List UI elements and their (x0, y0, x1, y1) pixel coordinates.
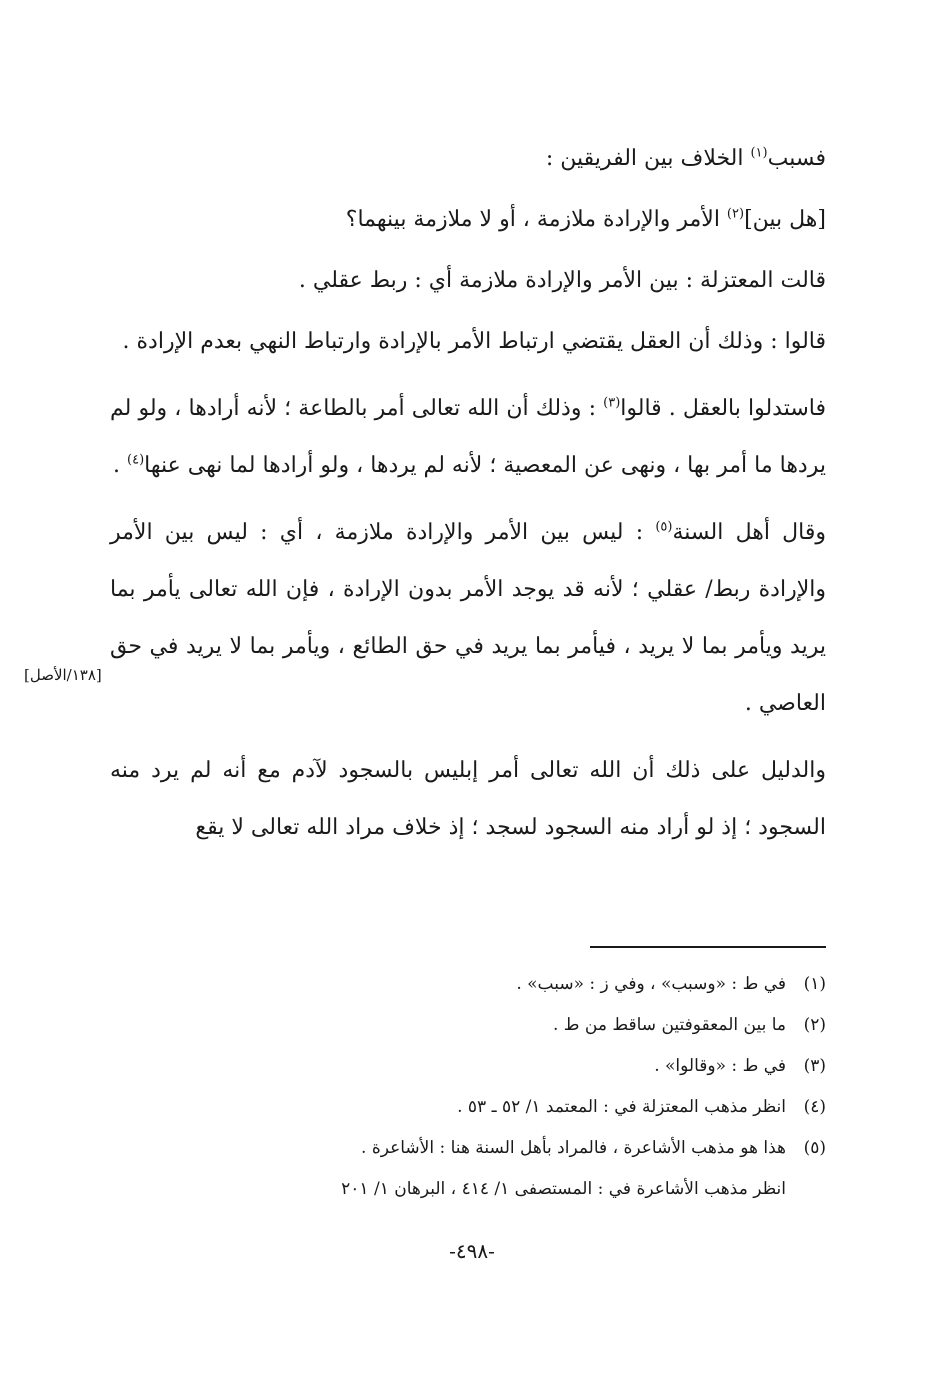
footnote-text: في ط : «وسبب» ، وفي ز : «سبب» . (516, 974, 786, 994)
footnote-item (260, 964, 826, 1005)
text-run: . (113, 453, 128, 478)
paragraph-reason (110, 313, 826, 370)
paragraph-argument (110, 380, 826, 494)
text-run: [هل بين] (744, 207, 826, 232)
paragraph-question (110, 191, 826, 248)
footnote-number: (١) (803, 974, 826, 994)
text-run: قالوا : وذلك أن العقل يقتضي ارتباط الأمر بالإرادة وارتباط النهي بعدم الإرادة . (122, 329, 826, 354)
text-run: والدليل على ذلك أن الله تعالى أمر إبليس بالسجود لآدم مع أنه لم يرد منه السجود ؛ إذ لو أراد منه السجود لسجد ؛ إذ خلاف مراد الله تعالى لا يقع (110, 758, 826, 840)
footnote-continuation: انظر مذهب الأشاعرة في : المستصفى ١/ ٤١٤ ، البرهان ١/ ٢٠١ (341, 1179, 786, 1199)
footnote-marker[interactable]: (٤) (127, 452, 145, 468)
footnote-text: ما بين المعقوفتين ساقط من ط . (552, 1015, 786, 1035)
footnotes (260, 964, 826, 1210)
footnote-item (260, 1128, 826, 1169)
footnote-marker[interactable]: (٣) (603, 395, 621, 411)
footnote-text: هذا هو مذهب الأشاعرة ، فالمراد بأهل السنة هنا : الأشاعرة . (361, 1138, 786, 1158)
margin-note: [١٣٨/الأصل] (24, 666, 102, 684)
main-text (110, 130, 826, 866)
footnote-number: (٤) (803, 1097, 826, 1117)
paragraph-ahl-sunna (110, 504, 826, 732)
footnote-item (260, 1005, 826, 1046)
paragraph-evidence (110, 742, 826, 856)
footnote-marker[interactable]: (١) (750, 145, 768, 161)
text-run: فاستدلوا بالعقل . قالوا (620, 396, 827, 421)
text-run: : وذلك أن الله تعالى أمر بالطاعة ؛ لأنه أرادها ، ولو لم يردها ما أمر بها ، ونهى عن المعصية ؛ لأنه لم يردها ، ولو أرادها لما نهى عنها (110, 396, 826, 478)
footnote-marker[interactable]: (٥) (655, 519, 673, 535)
text-run: وقال أهل السنة (672, 520, 826, 545)
footnote-text: انظر مذهب المعتزلة في : المعتمد ١/ ٥٢ ـ ٥٣ . (457, 1097, 786, 1117)
paragraph-cause (110, 130, 826, 187)
text-run: فسبب (767, 146, 826, 171)
text-run: : ليس بين الأمر والإرادة ملازمة ، أي : ليس بين الأمر والإرادة ربط/ عقلي ؛ لأنه قد يوجد الأمر بدون الإرادة ، فإن الله تعالى يأمر بما يريد ويأمر بما لا يريد ، فيأمر بما يريد في حق الطائع ، ويأمر بما لا يريد في حق العاصي . (110, 520, 826, 716)
footnote-number: (٥) (803, 1138, 826, 1158)
footnote-item (260, 1046, 826, 1087)
footnote-marker[interactable]: (٢) (726, 206, 745, 222)
text-run: قالت المعتزلة : بين الأمر والإرادة ملازمة أي : ربط عقلي . (298, 268, 826, 293)
footnote-number: (٣) (803, 1056, 826, 1076)
footnote-item (260, 1087, 826, 1128)
footnote-text: في ط : «وقالوا» . (654, 1056, 786, 1076)
paragraph-mutazila (110, 252, 826, 309)
footnote-divider (590, 946, 826, 948)
footnote-number: (٢) (803, 1015, 826, 1035)
text-run: الخلاف بين الفريقين : (545, 146, 751, 171)
page-number: -٤٩٨- (449, 1239, 495, 1263)
text-run: الأمر والإرادة ملازمة ، أو لا ملازمة بينهما؟ (345, 207, 727, 232)
